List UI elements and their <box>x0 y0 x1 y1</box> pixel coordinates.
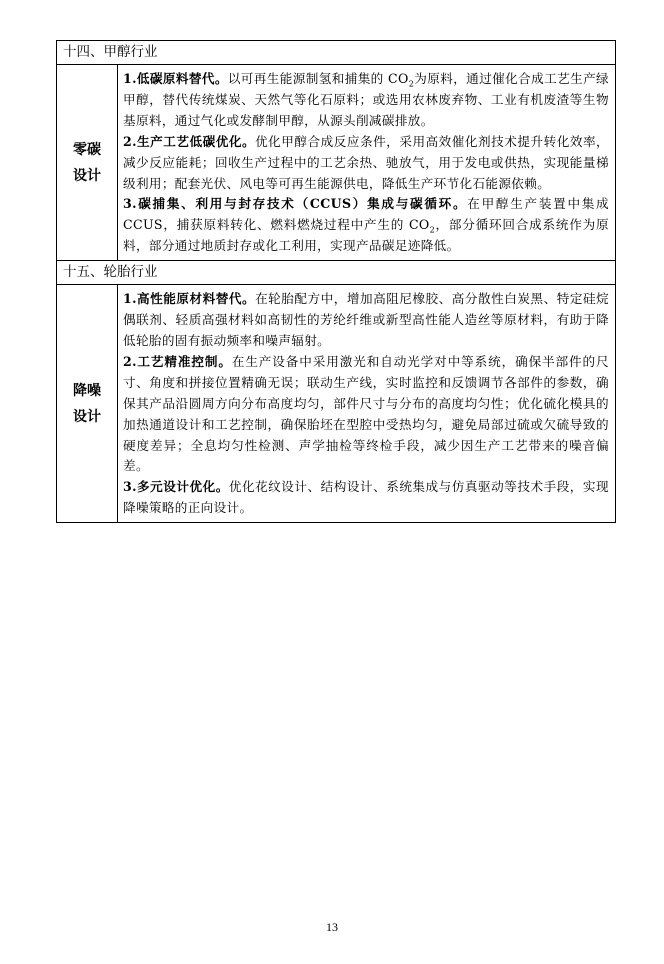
category-content <box>118 285 616 523</box>
section-header-row <box>57 41 616 65</box>
category-label-line: 设计 <box>73 167 101 184</box>
category-label-zero-carbon <box>57 65 118 261</box>
item-title: 1.低碳原料替代。 <box>123 71 228 86</box>
list-item <box>123 132 609 195</box>
category-content <box>118 65 616 261</box>
item-title: 1.高性能原材料替代。 <box>123 291 256 307</box>
page-number: 13 <box>326 920 338 934</box>
list-item <box>123 194 609 257</box>
item-subscript: 2 <box>408 79 415 89</box>
item-text: ，部分循环回合成系统作为原料，部分通过地质封存或化工利用，实现产品碳足迹降低。 <box>123 217 609 254</box>
section-header-tire: 十五、轮胎行业 <box>57 261 616 285</box>
item-text: 在轮胎配方中，增加高阻尼橡胶、高分散性白炭黑、特定硅烷偶联剂、轻质高强材料如高韧性的芳纶纤维或新型高性能人造丝等原材料，有助于降低轮胎的固有振动频率和噪声辐射。 <box>123 291 610 348</box>
category-label-noise-reduction <box>57 285 118 523</box>
category-label-line: 零碳 <box>73 141 101 158</box>
section-body-row <box>57 285 616 523</box>
item-subscript: 2 <box>429 225 436 235</box>
item-text: 在生产设备中采用激光和自动光学对中等系统，确保半部件的尺寸、角度和拼接位置精确无误；联动生产线，实时监控和反馈调节各部件的参数，确保其产品沿圆周方向分布高度均匀，部件尺寸与分布的高度均匀性；优化硫化模具的加热通道设计和工艺控制，确保胎坯在型腔中受热均匀，避免局部过硫或欠硫导致的硬度差异；全息均匀性检测、声学抽检等终检手段，减少因生产工艺带来的噪音偏差。 <box>123 353 609 474</box>
category-label-line: 设计 <box>73 408 101 425</box>
item-text: 优化花纹设计、结构设计、系统集成与仿真驱动等技术手段，实现降噪策略的正向设计。 <box>123 479 609 516</box>
category-label-line: 降噪 <box>73 382 101 399</box>
item-text: 以可再生能源制氢和捕集的 CO <box>227 71 409 86</box>
list-item <box>123 477 609 519</box>
item-text: 在甲醇生产装置中集成 CCUS，捕获原料转化、燃料燃烧过程中产生的 CO <box>123 196 610 233</box>
section-header-row <box>57 261 616 285</box>
item-title: 3.多元设计优化。 <box>123 479 229 495</box>
list-item <box>123 69 609 132</box>
item-text: 为原料，通过催化合成工艺生产绿甲醇，替代传统煤炭、天然气等化石原料；或选用农林废弃物、工业有机废渣等生物基原料，通过气化或发酵制甲醇，从源头削减碳排放。 <box>123 71 610 128</box>
item-title: 2.生产工艺低碳优化。 <box>123 133 256 149</box>
item-title: 3.碳捕集、利用与封存技术（CCUS）集成与碳循环。 <box>123 196 468 212</box>
list-item <box>123 352 609 477</box>
content-table <box>56 40 616 523</box>
item-text: 优化甲醇合成反应条件，采用高效催化剂技术提升转化效率，减少反应能耗；回收生产过程中的工艺余热、驰放气，用于发电或供热，实现能量梯级利用；配套光伏、风电等可再生能源供电，降低生产环节化石能源依赖。 <box>123 133 610 191</box>
section-body-row <box>57 65 616 261</box>
list-item <box>123 289 609 352</box>
section-header-methanol: 十四、甲醇行业 <box>57 41 616 65</box>
item-title: 2.工艺精准控制。 <box>123 353 232 369</box>
